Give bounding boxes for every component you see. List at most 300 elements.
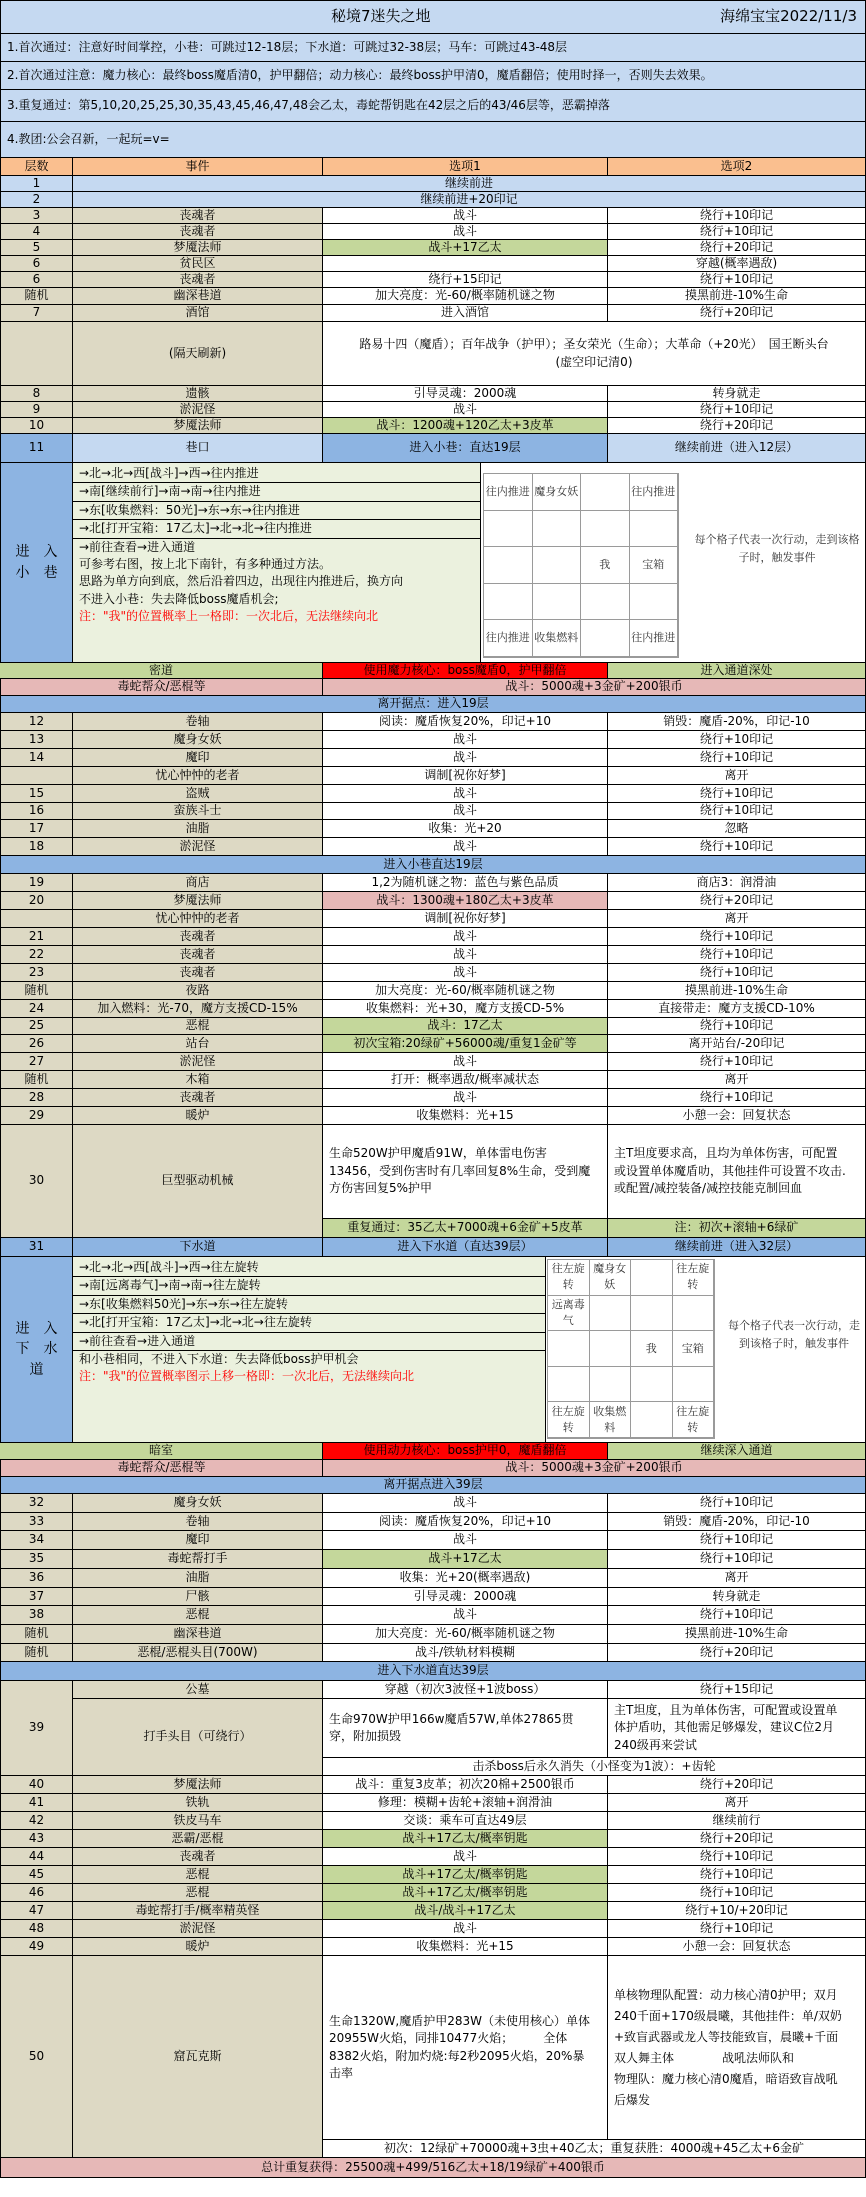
option1-cell: 绕行+15印记 <box>323 272 608 288</box>
floor-cell: 随机 <box>0 288 73 305</box>
grid-cell: 魔身女妖 <box>590 1260 632 1296</box>
floor-cell: 20 <box>0 892 73 910</box>
event-cell: 蛮族斗士 <box>73 803 323 820</box>
event-cell: 丧魂者 <box>73 946 323 964</box>
option1-cell: 加大亮度：光-60/概率随机谜之物 <box>323 982 608 1000</box>
event-cell: 暖炉 <box>73 1107 323 1125</box>
floor-cell: 18 <box>0 838 73 856</box>
event-cell: 遗骸 <box>73 386 323 402</box>
sewer-grid-map <box>547 1259 715 1439</box>
boss-50-stats <box>323 1956 608 2140</box>
grid-cell <box>581 620 630 657</box>
section-banner: 进入下水道直达39层 <box>0 1662 866 1681</box>
option2-cell: 绕行+10印记 <box>608 946 866 964</box>
option1-cell: 战斗+17乙太/概率钥匙 <box>323 1866 608 1884</box>
floor-cell: 41 <box>0 1794 73 1812</box>
grid-cell: 往内推进 <box>484 620 533 657</box>
cemetery: 公墓 <box>73 1681 323 1699</box>
option1-cell: 1,2为随机谜之物：蓝色与紫色品质 <box>323 874 608 892</box>
alley-route-line: 可参考右图，按上北下南针，有多种通过方法。 <box>79 556 332 571</box>
floor-cell: 13 <box>0 731 73 749</box>
event-cell: 商店 <box>73 874 323 892</box>
grid-cell: 往左旋转 <box>673 1260 715 1296</box>
option1-cell: 战斗 <box>323 838 608 856</box>
option2-cell: 绕行+20印记 <box>608 1776 866 1794</box>
floor-cell: 12 <box>0 713 73 731</box>
option1-cell: 战斗 <box>323 731 608 749</box>
grid-cell <box>581 584 630 621</box>
option1-cell: 战斗 <box>323 1848 608 1866</box>
option1-cell: 战斗 <box>323 946 608 964</box>
event-cell: 毒蛇帮打手 <box>73 1550 323 1569</box>
option1-cell: 阅读：魔盾恢复20%，印记+10 <box>323 1513 608 1531</box>
option1-cell: 打开：概率遇敌/概率减状态 <box>323 1071 608 1089</box>
option1-cell: 收集燃料：光+15 <box>323 1938 608 1956</box>
event-cell: 梦魇法师 <box>73 892 323 910</box>
floor-cell <box>0 322 73 386</box>
option1-cell: 战斗+17乙太/概率钥匙 <box>323 1830 608 1848</box>
event-cell: 恶棍 <box>73 1018 323 1035</box>
event-cell: 梦魇法师 <box>73 240 323 256</box>
grid-cell: 往左旋转 <box>548 1402 590 1438</box>
option2-cell: 离开 <box>608 910 866 928</box>
floor-cell: 38 <box>0 1606 73 1625</box>
option1-cell: 战斗 <box>323 1606 608 1625</box>
section-banner: 进入小巷直达19层 <box>0 856 866 874</box>
secret-passage: 密道 <box>0 663 323 679</box>
grid-cell <box>630 584 679 621</box>
option2-cell: 绕行+20印记 <box>608 240 866 256</box>
grid-cell: 往内推进 <box>484 474 533 511</box>
floor-cell: 17 <box>0 820 73 838</box>
event-cell: 丧魂者 <box>73 1848 323 1866</box>
option2-cell: 绕行+10印记 <box>608 803 866 820</box>
sewer-label-2: 下 水 <box>15 1341 58 1358</box>
header-option1: 选项1 <box>323 158 608 176</box>
sheet-title: 秘境7迷失之地 <box>331 7 431 26</box>
note-3: 3.重复通过：第5,10,20,25,25,30,35,43,45,46,47,48会乙太，毒蛇帮钥匙在42层之后的43/46层等，恶霸掉落 <box>0 90 866 122</box>
option2-cell: 商店3：润滑油 <box>608 874 866 892</box>
option1-cell: 交谈：乘车可直达49层 <box>323 1812 608 1830</box>
option2-cell: 绕行+10印记 <box>608 1550 866 1569</box>
cemetery-option1: 穿越（初次3波怪+1波boss） <box>323 1681 608 1699</box>
boss-50-stat-line: 20955W火焰，同排10477火焰； 全体 <box>329 2031 568 2046</box>
header-event: 事件 <box>73 158 323 176</box>
grid-cell: 远离毒气 <box>548 1296 590 1332</box>
grid-cell <box>484 584 533 621</box>
sewer-map-area <box>546 1257 866 1443</box>
option1-cell: 战斗 <box>323 224 608 240</box>
grid-cell <box>673 1296 715 1332</box>
alley-map-area <box>481 463 866 663</box>
boss-30-stats <box>323 1125 608 1219</box>
alley-grid-note: 每个格子代表一次行动，走到该格子时，触发事件 <box>694 533 860 564</box>
alley-warning: 注："我"的位置概率上一格即：一次北后，无法继续向北 <box>79 609 379 624</box>
option2-cell: 绕行+10印记 <box>608 749 866 767</box>
floor-cell: 6 <box>0 272 73 288</box>
event-cell: 油脂 <box>73 820 323 838</box>
option1-cell: 战斗：1300魂+180乙太+3皮革 <box>323 892 608 910</box>
boss-50-stat-line: 8382火焰，附加灼烧:每2秒2095火焰，20%暴 <box>329 2048 585 2063</box>
floor-cell: 9 <box>0 402 73 418</box>
event-cell: 暖炉 <box>73 1938 323 1956</box>
event-cell: 恶棍 <box>73 1866 323 1884</box>
event-cell: 丧魂者 <box>73 224 323 240</box>
boss-50-strategy-line: 双人舞主体 战吼法师队和 <box>614 2050 795 2065</box>
tavern-options <box>323 322 866 386</box>
grid-cell <box>590 1331 632 1367</box>
sewer-route <box>73 1257 546 1443</box>
boss-39-strategy-line: 主T坦度，且为单体伤害，可配置或设置单 <box>614 1702 838 1717</box>
boss-50-strategy-line: 物理队：魔力核心清0魔盾，暗语致盲战吼 <box>614 2071 838 2086</box>
sewer-option1: 进入下水道（直达39层） <box>323 1238 608 1257</box>
grid-cell: 宝箱 <box>673 1331 715 1367</box>
grid-cell <box>548 1367 590 1403</box>
floor-cell: 22 <box>0 946 73 964</box>
option2-cell: 绕行+10印记 <box>608 224 866 240</box>
sewer-snake-reward: 战斗：5000魂+3金矿+200银币 <box>323 1460 866 1477</box>
option1-cell: 修理：模糊+齿轮+滚轴+润滑油 <box>323 1794 608 1812</box>
option2-cell: 小憩一会：回复状态 <box>608 1107 866 1125</box>
header-option2: 选项2 <box>608 158 866 176</box>
floor-30: 30 <box>0 1125 73 1238</box>
grid-cell: 往内推进 <box>630 474 679 511</box>
event-cell: 幽深巷道 <box>73 1625 323 1644</box>
option2-cell: 绕行+20印记 <box>608 1830 866 1848</box>
option1-cell: 战斗+17乙太 <box>323 240 608 256</box>
alley-label-2: 小 巷 <box>15 564 58 581</box>
boss-50-strategy-line: 240千面+170级晨曦，其他挂件：单/双奶 <box>614 2008 842 2023</box>
event-cell: 淤泥怪 <box>73 838 323 856</box>
floor-cell: 随机 <box>0 1644 73 1662</box>
event-cell: 铁皮马车 <box>73 1812 323 1830</box>
sewer-route-line: →南[远离毒气]→南→南→往左旋转 <box>73 1277 546 1295</box>
event-cell: 魔印 <box>73 749 323 767</box>
alley-grid-map <box>483 473 679 658</box>
event-cell: 梦魇法师 <box>73 1776 323 1794</box>
boss-50-stat-line: 生命1320W,魔盾护甲283W（未使用核心）单体 <box>329 2013 590 2028</box>
event-cell: 铁轨 <box>73 1794 323 1812</box>
sewer-label-1: 进 入 <box>15 1321 58 1338</box>
option1-cell: 收集燃料：光+15 <box>323 1107 608 1125</box>
boss-30-name: 巨型驱动机械 <box>73 1125 323 1238</box>
sewer-exit: 离开据点进入39层 <box>0 1477 866 1494</box>
option2-cell: 离开 <box>608 1794 866 1812</box>
boss-39-stat-line: 穿，附加损毁 <box>329 1729 402 1743</box>
option1-cell: 进入酒馆 <box>323 305 608 322</box>
dark-room: 暗室 <box>0 1443 323 1460</box>
grid-cell <box>631 1260 673 1296</box>
option2-cell: 销毁：魔盾-20%，印记-10 <box>608 713 866 731</box>
event-cell: 盗贼 <box>73 785 323 803</box>
event-cell: 魔身女妖 <box>73 1494 323 1513</box>
option1-cell: 战斗 <box>323 1920 608 1938</box>
note-4: 4.教团:公会召新，一起玩=v= <box>0 122 866 158</box>
floor-cell: 46 <box>0 1884 73 1902</box>
floor-cell: 27 <box>0 1053 73 1071</box>
event-cell: 毒蛇帮打手/概率精英怪 <box>73 1902 323 1920</box>
option1-cell: 战斗 <box>323 208 608 224</box>
option2-cell: 绕行+10印记 <box>608 964 866 982</box>
option1-cell: 阅读：魔盾恢复20%，印记+10 <box>323 713 608 731</box>
alley-route-line: →南[继续前行]→南→南→往内推进 <box>73 483 481 501</box>
sewer-grid-note: 每个格子代表一次行动，走到该格子时，触发事件 <box>728 1319 860 1350</box>
event-cell: 恶棍 <box>73 1606 323 1625</box>
alley-route-line: 思路为单方向到底，然后沿着四边，出现往内推进后，换方向 <box>79 574 404 589</box>
cemetery-option2: 绕行+15印记 <box>608 1681 866 1699</box>
grid-cell: 收集燃料 <box>533 620 582 657</box>
event-span-cell: 继续前进+20印记 <box>73 192 866 208</box>
floor-cell: 6 <box>0 256 73 272</box>
option1-cell: 战斗 <box>323 402 608 418</box>
option1-cell: 战斗+17乙太 <box>323 1550 608 1569</box>
alley-route-line: →前往查看→进入通道 <box>79 539 196 554</box>
option1-cell: 进入小巷：直达19层 <box>323 434 608 463</box>
option1-cell: 战斗 <box>323 1494 608 1513</box>
grid-cell: 我 <box>631 1331 673 1367</box>
grid-cell <box>484 547 533 584</box>
grid-cell <box>581 474 630 511</box>
floor-cell: 35 <box>0 1550 73 1569</box>
floor-cell: 48 <box>0 1920 73 1938</box>
option2-cell: 摸黑前进-10%生命 <box>608 982 866 1000</box>
option2-cell: 穿越(概率遇敌) <box>608 256 866 272</box>
option2-cell: 继续前行 <box>608 1812 866 1830</box>
floor-cell: 36 <box>0 1569 73 1588</box>
event-cell: 丧魂者 <box>73 1089 323 1107</box>
floor-cell <box>0 767 73 785</box>
grid-cell <box>630 511 679 548</box>
sewer-side-label <box>0 1257 73 1443</box>
floor-cell <box>0 910 73 928</box>
event-cell: 丧魂者 <box>73 964 323 982</box>
option1-cell: 战斗：17乙太 <box>323 1018 608 1035</box>
boss-39-strategy-line: 240级再来尝试 <box>614 1737 697 1752</box>
option1-cell <box>323 256 608 272</box>
floor-cell: 37 <box>0 1588 73 1606</box>
floor-cell: 随机 <box>0 982 73 1000</box>
event-cell: 恶棍/恶棍头目(700W) <box>73 1644 323 1662</box>
option1-cell: 战斗 <box>323 1531 608 1550</box>
boss-30-stat-line: 生命520W护甲魔盾91W，单体雷电伤害 <box>329 1146 547 1161</box>
option2-cell: 小憩一会：回复状态 <box>608 1938 866 1956</box>
boss-39-stat-line: 生命970W护甲166w魔盾57W,单体27865贯 <box>329 1711 574 1726</box>
sheet-author-date: 海绵宝宝2022/11/3 <box>720 7 857 26</box>
option2-cell: 摸黑前进-10%生命 <box>608 288 866 305</box>
grid-cell <box>673 1367 715 1403</box>
event-cell: 丧魂者 <box>73 928 323 946</box>
option2-cell: 销毁：魔盾-20%，印记-10 <box>608 1513 866 1531</box>
alley-label-1: 进 入 <box>15 544 58 561</box>
option2-cell: 绕行+10印记 <box>608 1531 866 1550</box>
event-cell: 恶棍 <box>73 1884 323 1902</box>
event-cell: 魔身女妖 <box>73 731 323 749</box>
floor-cell: 1 <box>0 176 73 192</box>
floor-cell: 21 <box>0 928 73 946</box>
sewer-route-line: →前往查看→进入通道 <box>73 1333 546 1351</box>
option1-cell: 调制[祝你好梦] <box>323 910 608 928</box>
boss-50-strategy-line: 后爆发 <box>614 2092 651 2107</box>
option1-cell: 引导灵魂：2000魂 <box>323 386 608 402</box>
alley-snake-gang: 毒蛇帮众/恶棍等 <box>0 679 323 696</box>
option1-cell: 战斗 <box>323 749 608 767</box>
option2-cell: 绕行+10印记 <box>608 731 866 749</box>
option1-cell: 收集：光+20(概率遇敌) <box>323 1569 608 1588</box>
grid-cell <box>533 511 582 548</box>
floor-cell: 5 <box>0 240 73 256</box>
sewer-route-lines <box>79 1259 546 1368</box>
sewer-option2: 继续前进（进入32层） <box>608 1238 866 1257</box>
tavern-drinks: 路易十四（魔盾）；百年战争（护甲）；圣女荣光（生命）；大革命（+20光） 国王断头台 <box>359 337 829 352</box>
grid-cell <box>484 511 533 548</box>
title-row <box>0 0 866 34</box>
floor-cell: 2 <box>0 192 73 208</box>
event-span-cell: 继续前进 <box>73 176 866 192</box>
boss-50-strategy-line: +致盲武器或龙人等技能致盲，晨曦+千面 <box>614 2029 839 2044</box>
event-cell: 卷轴 <box>73 713 323 731</box>
boss-39-strategy <box>608 1699 866 1758</box>
sewer-warning: 注："我"的位置概率图示上移一格即：一次北后，无法继续向北 <box>79 1369 415 1384</box>
sewer-snake-gang: 毒蛇帮众/恶棍等 <box>0 1460 323 1477</box>
option1-cell: 战斗 <box>323 785 608 803</box>
grid-cell <box>590 1296 632 1332</box>
grid-cell <box>631 1296 673 1332</box>
boss-50-strategy-line: 单核物理队配置：动力核心清0护甲；双月 <box>614 1987 838 2002</box>
grid-cell: 魔身女妖 <box>533 474 582 511</box>
note-1: 1.首次通过：注意好时间掌控，小巷：可跳过12-18层；下水道：可跳过32-38层；马车：可跳过43-48层 <box>0 34 866 62</box>
floor-cell: 15 <box>0 785 73 803</box>
alley-route-line: 不进入小巷：失去降低boss魔盾机会; <box>79 591 279 606</box>
option2-cell: 绕行+20印记 <box>608 892 866 910</box>
header-floor: 层数 <box>0 158 73 176</box>
alley-route <box>73 463 481 663</box>
option2-cell: 绕行+20印记 <box>608 418 866 434</box>
option1-cell: 战斗/铁轨材料模糊 <box>323 1644 608 1662</box>
boss-30-strategy-line: 或设置单体魔盾叻，其他挂件可设置不攻击. <box>614 1163 846 1178</box>
sewer-route-line: 和小巷相同，不进入下水道：失去降低boss护甲机会 <box>79 1351 359 1366</box>
total-summary: 总计重复获得：25500魂+499/516乙太+18/19绿矿+400银币 <box>0 2158 866 2178</box>
option2-cell: 绕行+10印记 <box>608 272 866 288</box>
grid-cell: 收集燃料 <box>590 1402 632 1438</box>
floor-cell: 23 <box>0 964 73 982</box>
floor-cell: 42 <box>0 1812 73 1830</box>
sewer-route-line: →北→北→西[战斗]→西→往左旋转 <box>73 1259 546 1277</box>
option2-cell: 绕行+10印记 <box>608 1053 866 1071</box>
option2-cell: 继续前进（进入12层） <box>608 434 866 463</box>
floor-cell: 34 <box>0 1531 73 1550</box>
option1-cell: 战斗：1200魂+120乙太+3皮革 <box>323 418 608 434</box>
option2-cell: 绕行+10印记 <box>608 1848 866 1866</box>
event-cell: 巷口 <box>73 434 323 463</box>
event-cell: 淤泥怪 <box>73 402 323 418</box>
boss-39-name: 打手头目（可绕行） <box>73 1699 323 1776</box>
tavern-note: (虚空印记清0) <box>555 354 633 369</box>
event-cell: 贫民区 <box>73 256 323 272</box>
floor-cell: 14 <box>0 749 73 767</box>
boss-50-stat-line: 击率 <box>329 2065 354 2080</box>
option1-cell: 加大亮度：光-60/概率随机谜之物 <box>323 288 608 305</box>
event-cell: 酒馆 <box>73 305 323 322</box>
floor-cell: 40 <box>0 1776 73 1794</box>
option2-cell: 绕行+10印记 <box>608 1606 866 1625</box>
grid-cell: 往左旋转 <box>548 1260 590 1296</box>
boss-30-strategy <box>608 1125 866 1219</box>
note-2: 2.首次通过注意：魔力核心：最终boss魔盾清0，护甲翻倍；动力核心：最终boss护甲清0，魔盾翻倍；使用时择一，否则失去效果。 <box>0 62 866 90</box>
boss-39-stats <box>323 1699 608 1758</box>
floor-cell: 49 <box>0 1938 73 1956</box>
grid-cell <box>533 584 582 621</box>
grid-cell: 宝箱 <box>630 547 679 584</box>
boss-30-strategy-line: 主T坦度要求高，且均为单体伤害，可配置 <box>614 1146 838 1161</box>
option2-cell: 绕行+10印记 <box>608 1494 866 1513</box>
option2-cell: 摸黑前进-10%生命 <box>608 1625 866 1644</box>
floor-cell: 45 <box>0 1866 73 1884</box>
option1-cell: 引导灵魂：2000魂 <box>323 1588 608 1606</box>
option1-cell: 战斗 <box>323 803 608 820</box>
event-cell: 卷轴 <box>73 1513 323 1531</box>
grid-cell <box>590 1367 632 1403</box>
floor-cell: 29 <box>0 1107 73 1125</box>
floor-cell: 随机 <box>0 1071 73 1089</box>
floor-cell: 10 <box>0 418 73 434</box>
option1-cell: 加大亮度：光-60/概率随机谜之物 <box>323 1625 608 1644</box>
event-cell: 魔印 <box>73 1531 323 1550</box>
floor-cell: 16 <box>0 803 73 820</box>
floor-cell: 11 <box>0 434 73 463</box>
option2-cell: 绕行+10印记 <box>608 402 866 418</box>
grid-cell <box>631 1402 673 1438</box>
option1-cell: 初次宝箱:20绿矿+56000魂/重复1金矿等 <box>323 1035 608 1053</box>
floor-50: 50 <box>0 1956 73 2158</box>
event-cell: 恶霸/恶棍 <box>73 1830 323 1848</box>
option2-cell: 离开 <box>608 767 866 785</box>
option2-cell: 转身就走 <box>608 386 866 402</box>
event-cell: 丧魂者 <box>73 272 323 288</box>
option1-cell: 战斗 <box>323 928 608 946</box>
option2-cell: 绕行+10/+20印记 <box>608 1902 866 1920</box>
option2-cell: 离开 <box>608 1071 866 1089</box>
grid-cell: 往左旋转 <box>673 1402 715 1438</box>
floor-cell: 8 <box>0 386 73 402</box>
option2-cell: 绕行+10印记 <box>608 1018 866 1035</box>
floor-cell: 44 <box>0 1848 73 1866</box>
option2-cell: 绕行+10印记 <box>608 208 866 224</box>
grid-cell <box>533 547 582 584</box>
boss-30-repeat-reward: 重复通过：35乙太+7000魂+6金矿+5皮革 <box>323 1219 608 1238</box>
boss-30-stat-line: 13456，受到伤害时有几率回复8%生命，受到魔 <box>329 1163 591 1178</box>
boss-30-stat-line: 方伤害回复5%护甲 <box>329 1181 433 1196</box>
alley-route-lines <box>79 465 481 608</box>
floor-cell: 43 <box>0 1830 73 1848</box>
dark-room-option2: 继续深入通道 <box>608 1443 866 1460</box>
floor-cell: 24 <box>0 1000 73 1018</box>
floor-cell: 28 <box>0 1089 73 1107</box>
option1-cell: 战斗+17乙太/概率钥匙 <box>323 1884 608 1902</box>
event-cell: 忧心忡忡的老者 <box>73 910 323 928</box>
boss-50-name: 窟瓦克斯 <box>73 1956 323 2158</box>
event-cell: 加入燃料：光-70，魔方支援CD-15% <box>73 1000 323 1018</box>
option1-cell: 战斗：重复3皮革；初次20棉+2500银币 <box>323 1776 608 1794</box>
option2-cell: 绕行+20印记 <box>608 1644 866 1662</box>
floor-cell: 25 <box>0 1018 73 1035</box>
sewer-entry: 下水道 <box>73 1238 323 1257</box>
option2-cell: 绕行+20印记 <box>608 305 866 322</box>
alley-route-line: →东[收集燃料：50光]→东→东→往内推进 <box>73 502 481 520</box>
boss-30-strategy-line: 或配置/减控装备/减控技能克制回血 <box>614 1181 803 1196</box>
option1-cell: 战斗 <box>323 964 608 982</box>
event-cell: 忧心忡忡的老者 <box>73 767 323 785</box>
secret-option1: 使用魔力核心：boss魔盾0，护甲翻倍 <box>323 663 608 679</box>
